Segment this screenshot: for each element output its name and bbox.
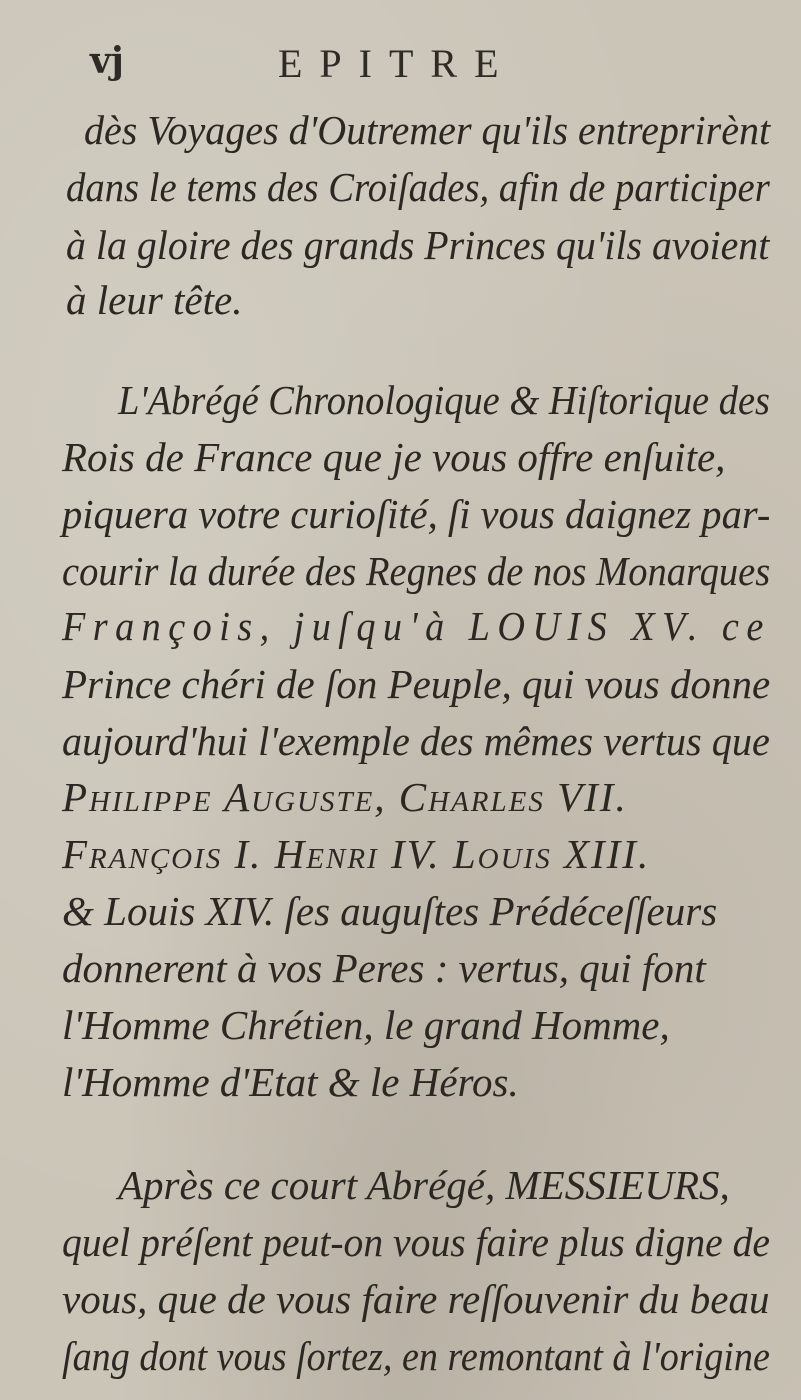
text-line: donnerent à vos Peres : vertus, qui font <box>62 945 706 991</box>
text-line: dès Voyages d'Outremer qu'ils entreprirènt <box>84 107 771 153</box>
text-line: à la gloire des grands Princes qu'ils avoient <box>66 222 770 268</box>
text-line: vous, que de vous faire reſſouvenir du beau <box>62 1276 770 1322</box>
text-line: quel préſent peut-on vous faire plus digne de <box>62 1219 771 1265</box>
running-title: EPITRE <box>278 41 516 86</box>
page-header <box>0 40 801 100</box>
text-line: piquera votre curioſité, ſi vous daignez par- <box>62 491 771 537</box>
text-line: Prince chéri de ſon Peuple, qui vous donne <box>62 661 771 707</box>
page-number: vj <box>90 40 124 82</box>
text-line: L'Abrégé Chronologique & Hiſtorique des <box>118 377 771 423</box>
text-line: Après ce court Abrégé, MESSIEURS, <box>118 1162 730 1208</box>
text-line: Philippe Auguste, Charles VII. <box>62 774 628 820</box>
text-line: François, juſqu'à LOUIS XV. ce <box>62 603 771 649</box>
text-line: Rois de France que je vous offre enſuite, <box>62 434 726 480</box>
text-line: François I. Henri IV. Louis XIII. <box>62 831 651 877</box>
text-line: l'Homme d'Etat & le Héros. <box>62 1059 519 1105</box>
text-line: & Louis XIV. ſes auguſtes Prédéceſſeurs <box>62 888 718 934</box>
text-line: aujourd'hui l'exemple des mêmes vertus que <box>62 718 770 764</box>
text-line: dans le tems des Croiſades, afin de participer <box>66 164 770 210</box>
text-line: à leur tête. <box>66 277 243 323</box>
text-line: l'Homme Chrétien, le grand Homme, <box>62 1002 670 1048</box>
text-line: ſang dont vous ſortez, en remontant à l'origine <box>62 1333 770 1379</box>
text-line: courir la durée des Regnes de nos Monarques <box>62 548 771 594</box>
